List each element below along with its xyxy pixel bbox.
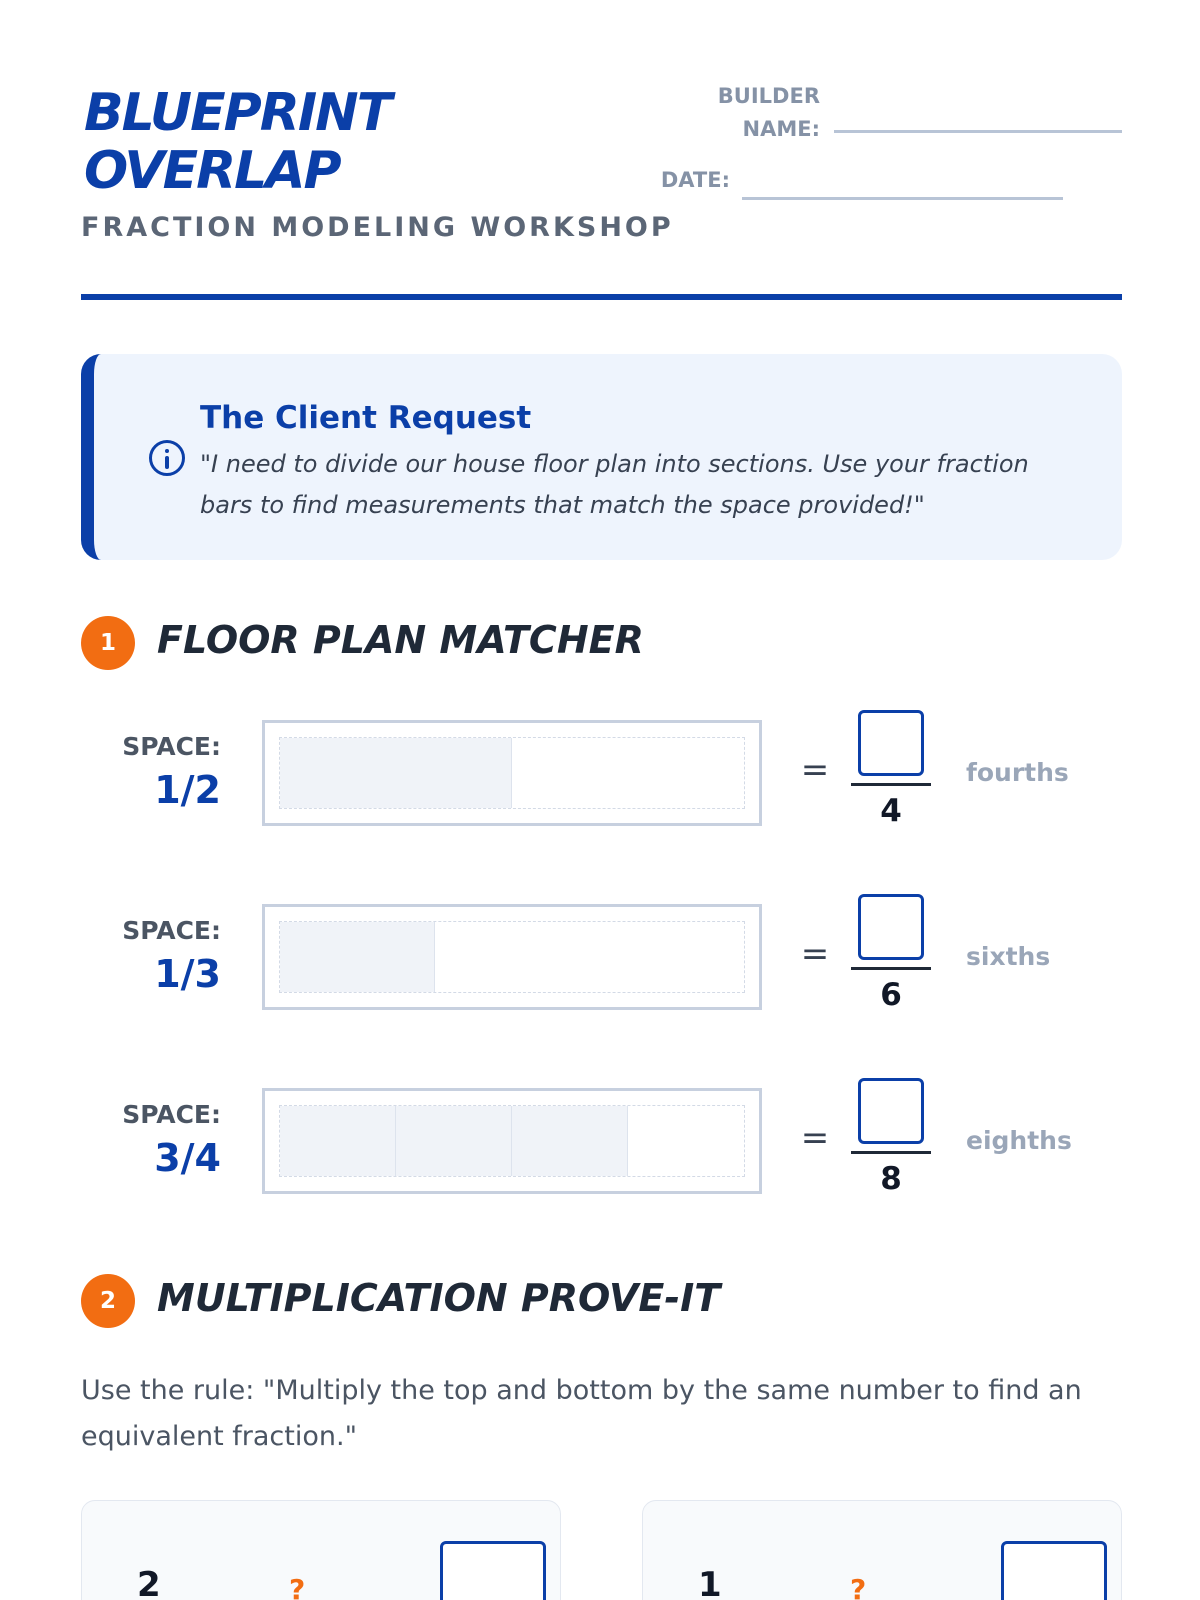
equals-sign: = <box>800 934 830 974</box>
numerator-answer-box[interactable] <box>858 1078 924 1144</box>
numerator-answer-box[interactable] <box>858 894 924 960</box>
section-2-title: MULTIPLICATION PROVE-IT <box>157 1276 721 1320</box>
unit-word: sixths <box>966 942 1051 971</box>
fraction-bar-shaded-segment <box>280 922 435 992</box>
fraction-line <box>851 783 931 786</box>
fraction-bar-shaded-segment <box>280 738 512 808</box>
card-numerator: 2 <box>137 1565 161 1600</box>
callout-title: The Client Request <box>200 400 532 436</box>
space-fraction: 1/3 <box>154 952 221 996</box>
builder-label-line-1: BUILDER <box>717 84 820 108</box>
space-label: SPACE: <box>122 1100 221 1129</box>
fraction-line <box>851 1151 931 1154</box>
date-label: DATE: <box>660 168 730 192</box>
space-label: SPACE: <box>122 732 221 761</box>
prove-it-card <box>642 1500 1122 1600</box>
title-line-2: OVERLAP <box>84 141 340 201</box>
worksheet-title <box>84 84 390 200</box>
fraction-bar-shaded-segment <box>512 1106 628 1176</box>
equals-sign: = <box>800 1118 830 1158</box>
unit-word: fourths <box>966 758 1069 787</box>
space-fraction: 3/4 <box>154 1136 221 1180</box>
denominator: 6 <box>880 977 902 1013</box>
worksheet-subtitle: FRACTION MODELING WORKSHOP <box>81 212 674 243</box>
info-icon <box>149 440 185 476</box>
section-2-badge: 2 <box>81 1274 135 1328</box>
numerator-answer-box[interactable] <box>858 710 924 776</box>
card-answer-box[interactable] <box>1001 1541 1107 1600</box>
title-line-1: BLUEPRINT <box>84 83 391 143</box>
section-2-instructions: Use the rule: "Multiply the top and bottom by the same number to find an equivalent fraction." <box>81 1375 1082 1452</box>
fraction-bar <box>262 720 762 826</box>
space-label: SPACE: <box>122 916 221 945</box>
fraction-bar <box>262 1088 762 1194</box>
space-fraction: 1/2 <box>154 768 221 812</box>
prove-it-card <box>81 1500 561 1600</box>
callout-text: "I need to divide our house floor plan into sections. Use your fraction bars to find measurements that match the space provided!" <box>200 450 1029 519</box>
fraction-bar-track <box>279 1105 745 1177</box>
fraction-bar-track <box>279 921 745 993</box>
section-1-title: FLOOR PLAN MATCHER <box>157 618 644 662</box>
fraction-bar-shaded-segment <box>396 1106 512 1176</box>
unit-word: eighths <box>966 1126 1072 1155</box>
builder-name-label <box>690 80 820 146</box>
card-numerator: 1 <box>698 1565 722 1600</box>
equals-sign: = <box>800 750 830 790</box>
denominator: 8 <box>880 1161 902 1197</box>
card-multiplier: ? <box>289 1573 306 1600</box>
fraction-bar-shaded-segment <box>280 1106 396 1176</box>
builder-name-field[interactable] <box>834 130 1122 133</box>
card-multiplier: ? <box>850 1573 867 1600</box>
client-request-callout <box>81 354 1122 560</box>
fraction-line <box>851 967 931 970</box>
fraction-bar-track <box>279 737 745 809</box>
date-field[interactable] <box>742 197 1063 200</box>
fraction-bar <box>262 904 762 1010</box>
card-answer-box[interactable] <box>440 1541 546 1600</box>
section-1-badge: 1 <box>81 616 135 670</box>
header-divider <box>81 294 1122 300</box>
denominator: 4 <box>880 793 902 829</box>
builder-label-line-2: NAME: <box>742 117 820 141</box>
